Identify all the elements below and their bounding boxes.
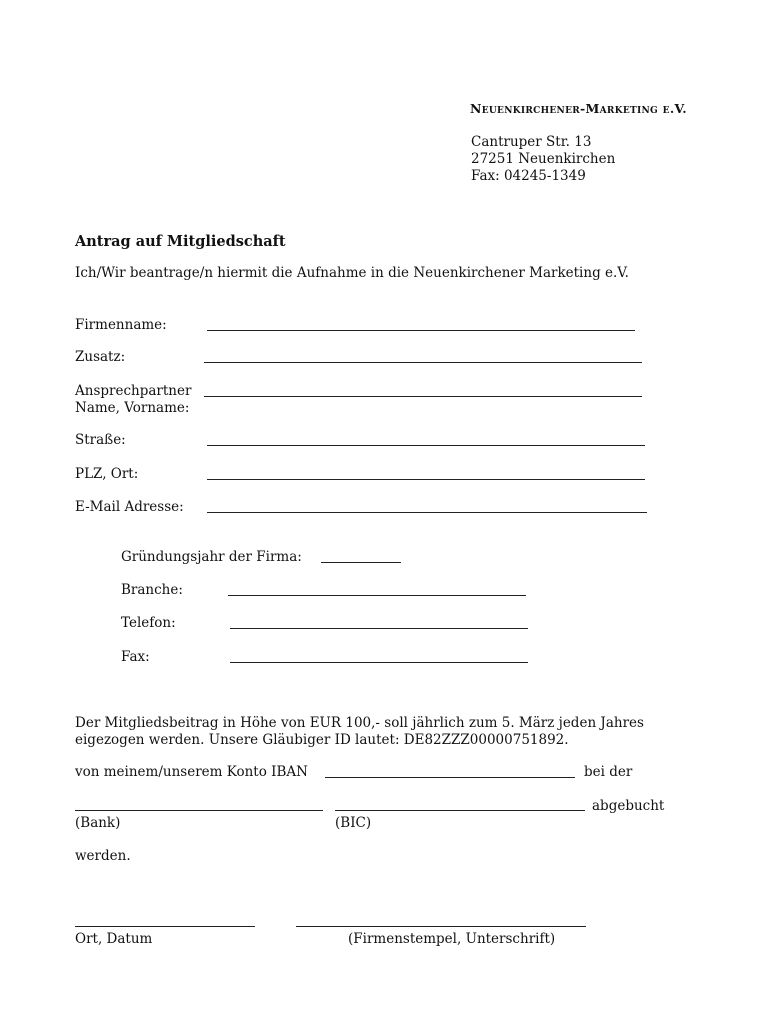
organization-name: Neuenkirchener-Marketing e.V. [470, 101, 687, 116]
intro-text: Ich/Wir beantrage/n hiermit die Aufnahme in die Neuenkirchener Marketing e.V. [75, 265, 629, 281]
fax-field[interactable] [230, 662, 528, 663]
address-fax: Fax: 04245-1349 [471, 168, 586, 184]
stamp-signature-label: (Firmenstempel, Unterschrift) [348, 931, 556, 947]
place-date-field[interactable] [75, 926, 255, 927]
iban-field[interactable] [325, 777, 575, 778]
ansprechpartner-field[interactable] [204, 396, 642, 397]
plz-ort-field[interactable] [207, 479, 645, 480]
telefon-field[interactable] [230, 628, 528, 629]
bank-label: (Bank) [75, 815, 121, 831]
bank-field[interactable] [75, 810, 323, 811]
form-title: Antrag auf Mitgliedschaft [75, 233, 286, 250]
firmenname-field[interactable] [207, 330, 635, 331]
label-gruendungsjahr: Gründungsjahr der Firma: [121, 549, 302, 565]
label-telefon: Telefon: [121, 615, 176, 631]
place-date-label: Ort, Datum [75, 931, 153, 947]
label-email: E-Mail Adresse: [75, 499, 184, 515]
gruendungsjahr-field[interactable] [321, 562, 401, 563]
label-name-vorname: Name, Vorname: [75, 400, 190, 416]
label-zusatz: Zusatz: [75, 349, 126, 365]
fee-text-line-2: eigezogen werden. Unsere Gläubiger ID lautet: DE82ZZZ00000751892. [75, 732, 569, 748]
address-street: Cantruper Str. 13 [471, 134, 592, 150]
werden-text: werden. [75, 848, 131, 864]
label-firmenname: Firmenname: [75, 317, 167, 333]
bic-field[interactable] [335, 810, 585, 811]
bei-der-text: bei der [584, 764, 633, 780]
label-strasse: Straße: [75, 432, 126, 448]
branche-field[interactable] [228, 595, 526, 596]
organization-address [471, 134, 615, 185]
bic-label: (BIC) [335, 815, 372, 831]
abgebucht-text: abgebucht [592, 798, 665, 814]
stamp-signature-field[interactable] [296, 926, 586, 927]
label-fax: Fax: [121, 649, 150, 665]
email-field[interactable] [207, 512, 647, 513]
fee-text-line-1: Der Mitgliedsbeitrag in Höhe von EUR 100,- soll jährlich zum 5. März jeden Jahres [75, 715, 644, 731]
zusatz-field[interactable] [204, 362, 642, 363]
strasse-field[interactable] [207, 445, 645, 446]
address-city: 27251 Neuenkirchen [471, 151, 616, 167]
label-plz-ort: PLZ, Ort: [75, 466, 139, 482]
label-ansprechpartner: Ansprechpartner [75, 383, 192, 399]
iban-label: von meinem/unserem Konto IBAN [75, 764, 308, 780]
label-branche: Branche: [121, 582, 183, 598]
